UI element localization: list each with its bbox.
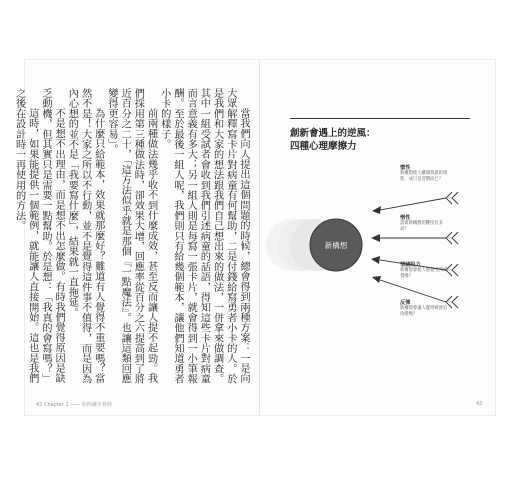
arrow-tail-icon: [452, 232, 458, 244]
paragraph: 前兩種做法幾乎收不到什麼成效，甚至反而讓人提不起勁。我們採用第三種做法時，卻效果大增，回應率從百分之六提高到了將近百分之二十，「這方法似乎就是那個『一點魔法』。也讓這類回應變得更容易」。: [105, 88, 157, 384]
force-label-1: [400, 164, 448, 183]
figure-title: [290, 118, 470, 153]
force-desc: 落實新構想的難度有多高？: [400, 221, 443, 232]
force-label-3: [400, 261, 448, 280]
force-name: 反彈: [400, 300, 411, 306]
right-folio: 43: [476, 401, 483, 407]
arrow-tail-icon: [446, 232, 452, 244]
paragraph: 當我們向人提出這個問題的時候，總會得到兩種方案：一是向大眾解釋寫卡片對病童有何幫助，二是付錢給寫勇者小卡的人。於是我們和大家的想法跟我們自己想出來的做法，一併拿來做調查。其中一組受試者會收到我們引述病童的話語，得知這些卡片對病童而言意義有多大；另一組人則是每寫一張卡片，就會得到一小筆報酬。至於最後一組人呢，我們則只有給幾個範本，讓他們知道勇者小卡的樣子。: [158, 88, 249, 384]
left-folio: 42 Chapter 1 —— 如何讓手發熱: [36, 402, 112, 408]
paragraph: 這時，如果能提供一個範例，就能讓人直接開始。這也是我們之後在設計時一再使用的方法。: [13, 88, 38, 384]
force-label-4: [400, 299, 448, 318]
arrowhead-icon: [372, 206, 381, 214]
arrow-tail-icon: [452, 296, 458, 308]
figure-title-line1: 創新會遇上的逆風：: [290, 128, 376, 139]
force-name: 情緒阻力: [400, 262, 421, 268]
arrow-tail-icon: [452, 192, 458, 204]
force-desc: 新構想會使人感覺受到威脅嗎？: [400, 268, 448, 279]
force-name: 惰性: [400, 215, 411, 221]
force-label-2: [400, 214, 448, 233]
force-arrow-shaft: [380, 198, 446, 210]
figure-title-line2: 四種心理摩擦力: [290, 141, 357, 152]
force-desc: 新構想會讓人覺得被強迫改變嗎？: [400, 306, 448, 317]
arrowhead-icon: [371, 256, 380, 264]
arrowhead-icon: [372, 276, 381, 283]
force-desc: 新構想使人離開熟悉的現狀，成只是習慣而已？: [400, 171, 448, 182]
friction-diagram: [260, 150, 500, 330]
center-label: 新構想: [324, 241, 348, 250]
force-name: 慣性: [400, 165, 411, 171]
arrow-tail-icon: [452, 264, 458, 276]
arrow-tail-icon: [446, 192, 452, 204]
arrowhead-icon: [371, 234, 380, 242]
paragraph: 為什麼只給範本，效果就那麼好？難道有人覺得不重要嗎？當然不是！大家之所以不行動，並不是覺得這件事不值得，而是因為內心想的並不是「我要寫什麼」，結果就一直拖延。: [66, 88, 104, 384]
paragraph: 不是想不出理由，而是想不出怎麼做。有時我們覺得原因是缺乏動機，但其實只是需要一點幫助。於是想：「我真的會寫嗎？」: [39, 88, 65, 384]
left-page-body: [13, 88, 250, 388]
